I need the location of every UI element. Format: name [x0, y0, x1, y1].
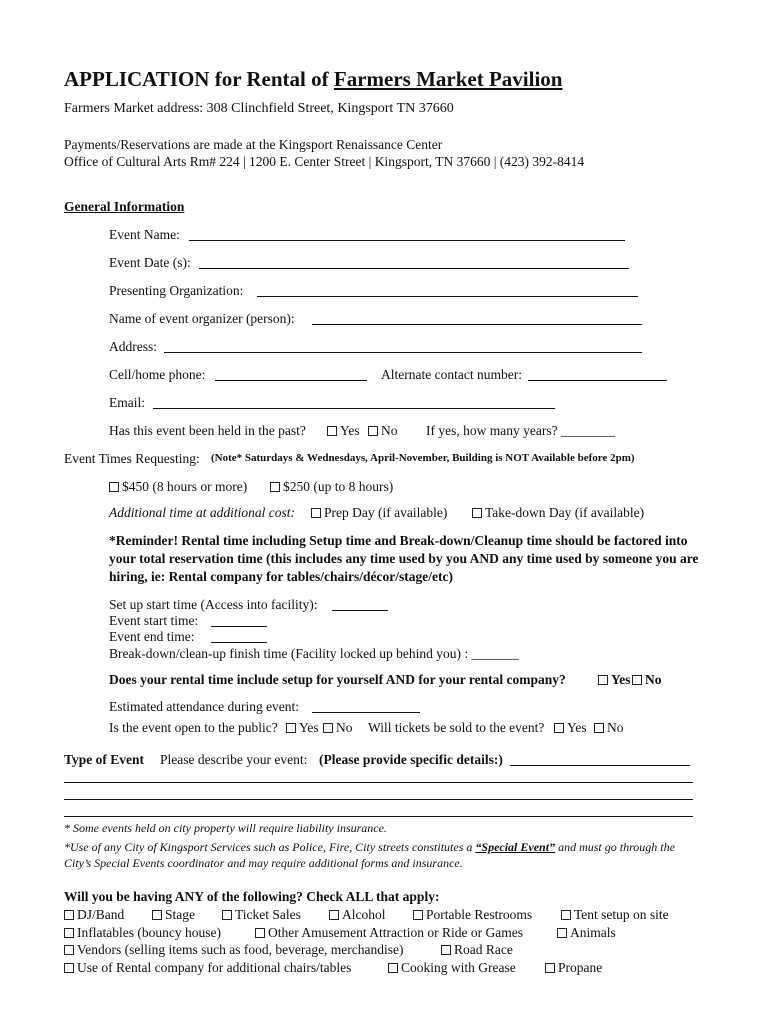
tickets-question: Will tickets be sold to the event?: [368, 720, 545, 735]
event-description-field-2[interactable]: [64, 782, 693, 783]
include-setup-question: Does your rental time include setup for yourself AND for your rental company?: [109, 672, 566, 687]
check-portable-restrooms[interactable]: Portable Restrooms: [413, 907, 532, 923]
prep-day-option[interactable]: Prep Day (if available): [311, 505, 447, 521]
title-prefix: APPLICATION for Rental of: [64, 67, 329, 91]
event-description-field-1[interactable]: [510, 765, 690, 766]
open-public-yes[interactable]: Yes: [286, 720, 319, 736]
held-before-yes[interactable]: Yes: [327, 423, 360, 439]
open-public-no[interactable]: No: [323, 720, 353, 736]
check-dj-band[interactable]: DJ/Band: [64, 907, 124, 923]
attendance-label: Estimated attendance during event:: [109, 699, 300, 714]
check-rental-company[interactable]: Use of Rental company for additional chairs/tables: [64, 960, 351, 976]
special-event-note: *Use of any City of Kingsport Services such as Police, Fire, City streets constitutes a “Special Event” and must go through the: [64, 840, 675, 854]
how-many-years: If yes, how many years? ________: [426, 423, 615, 438]
event-description-field-4[interactable]: [64, 816, 693, 817]
checkbox[interactable]: [64, 910, 74, 920]
event-start-label: Event start time:: [109, 613, 199, 628]
held-before-question: Has this event been held in the past?: [109, 423, 306, 438]
check-stage[interactable]: Stage: [152, 907, 195, 923]
checkbox[interactable]: [632, 675, 642, 685]
checkbox[interactable]: [255, 928, 265, 938]
reminder-text: *Reminder! Rental time including Setup time and Break-down/Cleanup time should be factored into your total reservation time (this includes any time used by you AND any time used by someone you are hiring, ie: Rental company for tables/chairs/décor/stage/etc): [109, 533, 699, 584]
include-setup-yes[interactable]: Yes: [598, 672, 631, 688]
checkbox[interactable]: [64, 928, 74, 938]
presenting-org-field[interactable]: [257, 296, 638, 297]
event-start-field[interactable]: [211, 626, 267, 627]
event-times-label: Event Times Requesting:: [64, 451, 200, 466]
cell-phone-field[interactable]: [215, 380, 367, 381]
organizer-field[interactable]: [312, 324, 642, 325]
general-info-heading: General Information: [64, 199, 185, 214]
checkbox[interactable]: [109, 482, 119, 492]
option-250[interactable]: $250 (up to 8 hours): [270, 479, 393, 495]
breakdown-label: Break-down/clean-up finish time (Facility locked up behind you) : _______: [109, 646, 519, 661]
address-field[interactable]: [164, 352, 642, 353]
checkbox[interactable]: [545, 963, 555, 973]
checkbox[interactable]: [594, 723, 604, 733]
checkbox[interactable]: [270, 482, 280, 492]
event-date-label: Event Date (s):: [109, 255, 191, 270]
check-propane[interactable]: Propane: [545, 960, 602, 976]
held-before-no[interactable]: No: [368, 423, 398, 439]
check-ticket-sales[interactable]: Ticket Sales: [222, 907, 301, 923]
checklist-heading: Will you be having ANY of the following? Check ALL that apply:: [64, 889, 440, 904]
additional-time-label: Additional time at additional cost:: [109, 505, 295, 520]
checkbox[interactable]: [311, 508, 321, 518]
checkbox[interactable]: [64, 963, 74, 973]
option-450[interactable]: $450 (8 hours or more): [109, 479, 247, 495]
event-times-note: (Note* Saturdays & Wednesdays, April-November, Building is NOT Available before 2pm): [211, 452, 635, 464]
attendance-field[interactable]: [312, 712, 420, 713]
event-description-field-3[interactable]: [64, 799, 693, 800]
checkbox[interactable]: [327, 426, 337, 436]
alt-contact-label: Alternate contact number:: [381, 367, 522, 382]
setup-start-field[interactable]: [332, 610, 388, 611]
tickets-yes[interactable]: Yes: [554, 720, 587, 736]
title-venue: Farmers Market Pavilion: [333, 67, 563, 91]
check-tent-setup[interactable]: Tent setup on site: [561, 907, 669, 923]
checkbox[interactable]: [413, 910, 423, 920]
address-label: Address:: [109, 339, 157, 354]
payments-line-1: Payments/Reservations are made at the Kingsport Renaissance Center: [64, 137, 443, 152]
type-of-event-label: Type of Event: [64, 752, 144, 767]
checkbox[interactable]: [388, 963, 398, 973]
open-public-question: Is the event open to the public?: [109, 720, 278, 735]
checkbox[interactable]: [64, 945, 74, 955]
special-event-note-2: City’s Special Events coordinator and may require additional forms and insurance.: [64, 856, 463, 870]
checkbox[interactable]: [222, 910, 232, 920]
takedown-day-option[interactable]: Take-down Day (if available): [472, 505, 644, 521]
check-animals[interactable]: Animals: [557, 925, 616, 941]
check-vendors[interactable]: Vendors (selling items such as food, beverage, merchandise): [64, 942, 404, 958]
event-end-label: Event end time:: [109, 629, 195, 644]
check-cooking-grease[interactable]: Cooking with Grease: [388, 960, 516, 976]
special-event-link[interactable]: “Special Event”: [475, 840, 556, 854]
setup-start-label: Set up start time (Access into facility):: [109, 597, 318, 612]
checkbox[interactable]: [152, 910, 162, 920]
checkbox[interactable]: [441, 945, 451, 955]
email-label: Email:: [109, 395, 145, 410]
tickets-no[interactable]: No: [594, 720, 624, 736]
alt-contact-field[interactable]: [528, 380, 667, 381]
payments-line-2: Office of Cultural Arts Rm# 224 | 1200 E. Center Street | Kingsport, TN 37660 | (423) 392-8414: [64, 154, 585, 169]
check-amusement[interactable]: Other Amusement Attraction or Ride or Games: [255, 925, 523, 941]
checkbox[interactable]: [368, 426, 378, 436]
checkbox[interactable]: [472, 508, 482, 518]
checkbox[interactable]: [286, 723, 296, 733]
check-alcohol[interactable]: Alcohol: [329, 907, 386, 923]
check-inflatables[interactable]: Inflatables (bouncy house): [64, 925, 221, 941]
event-end-field[interactable]: [211, 642, 267, 643]
presenting-org-label: Presenting Organization:: [109, 283, 244, 298]
organizer-label: Name of event organizer (person):: [109, 311, 295, 326]
check-road-race[interactable]: Road Race: [441, 942, 513, 958]
checkbox[interactable]: [554, 723, 564, 733]
cell-phone-label: Cell/home phone:: [109, 367, 206, 382]
email-field[interactable]: [153, 408, 555, 409]
market-address: Farmers Market address: 308 Clinchfield Street, Kingsport TN 37660: [64, 101, 454, 116]
event-name-field[interactable]: [189, 240, 625, 241]
event-name-label: Event Name:: [109, 227, 180, 242]
checkbox[interactable]: [557, 928, 567, 938]
event-date-field[interactable]: [199, 268, 629, 269]
include-setup-no[interactable]: No: [632, 672, 662, 688]
describe-event-label: Please describe your event:: [160, 752, 308, 767]
checkbox[interactable]: [598, 675, 608, 685]
details-label: (Please provide specific details:): [319, 752, 503, 767]
checkbox[interactable]: [561, 910, 571, 920]
checkbox[interactable]: [329, 910, 339, 920]
checkbox[interactable]: [323, 723, 333, 733]
insurance-note: * Some events held on city property will require liability insurance.: [64, 821, 387, 835]
form-title: [64, 67, 562, 92]
